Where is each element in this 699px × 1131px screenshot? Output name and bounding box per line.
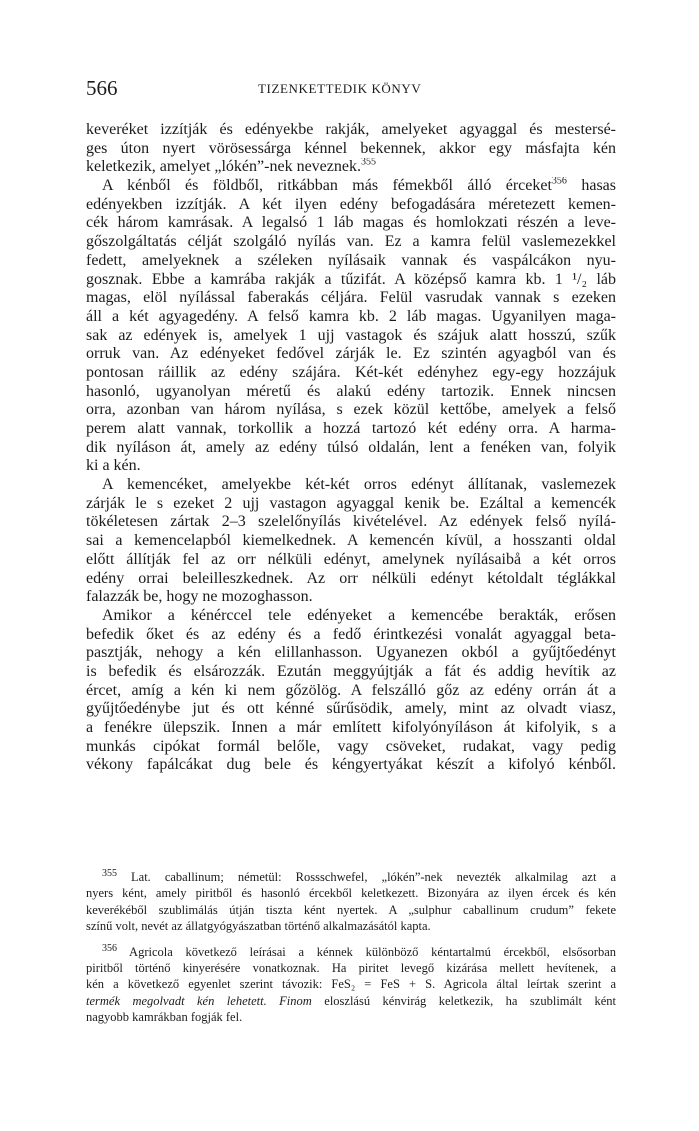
text-line: keveréket izzítják és edényekbe rakják, amelyeket agyaggal és mestersé- <box>86 121 616 138</box>
text-line: edényekben izzítják. A két ilyen edény befogadására méretezett kemen- <box>86 195 616 213</box>
footnote-356-line <box>86 944 616 960</box>
footnote-ref: 356 <box>551 177 567 187</box>
footnote-number: 356 <box>102 943 117 954</box>
paragraph-start-line: Amikor a kénérccel tele edényeket a kemencébe berakták, erősen <box>102 606 616 624</box>
text-line: is befedik és elsározzák. Ezután meggyújtják a fát és addig hevítik az <box>86 662 616 680</box>
text-line: fedett, amelyeknek a széleken nyílásaik vannak és vaspálcákon nyu- <box>86 251 616 269</box>
footnote-line: kén a következő egyenlet szerint távozik: FeS₂ = FeS + S. Agricola által leírtak szerint a <box>86 977 616 992</box>
text-line: a fenékre ülepszik. Innen a már említett kifolyónyíláson át kifolyik, s a <box>86 719 616 736</box>
text-line: gosznak. Ebbe a kamrába rakják a tűzifát. A középső kamra kb. 1 ¹/₂ láb <box>86 270 616 288</box>
footnote-line: piritből történő kinyerésére vonatkoznak. Ha piritet levegő kizárása mellett hevítenek, a <box>86 960 616 975</box>
text-line: orruk van. Az edényeket fedővel zárják le. Ez szintén agyagból van és <box>86 345 616 363</box>
paragraph-start-line: A kemencéket, amelyekbe két-két orros edényt állítanak, vaslemezek <box>102 476 616 494</box>
text-line: pasztják, nehogy a kén elillanhasson. Ugyanezen okból a gyűjtőedényt <box>86 644 616 662</box>
text-line: vékony fapálcákat dug bele és kéngyertyákat készít a kifolyó kénből. <box>86 756 616 774</box>
text-line: ki a kén. <box>86 457 141 475</box>
text-line: ércet, amíg a kén ki nem gőzölög. A felszálló gőz az edény orrán át a <box>86 681 616 699</box>
footnote-line: nyers ként, amely piritből és hasonló ércekből keletkezett. Bizonyára az ilyen ércek és kén <box>86 886 616 901</box>
text-line <box>86 158 616 177</box>
text-line: ges úton nyert vörösessárga kénnel bekennek, akkor egy másfajta kén <box>86 139 616 157</box>
footnote-line: keverékéből szublimálás útján tiszta ként nyertek. A „sulphur caballinum crudum” fekete <box>86 902 616 917</box>
text-line: sai a kemencelapból kiemelkednek. A kemencén kívül, a hosszanti oldal <box>86 532 616 550</box>
text-line: hasonló, ugyanolyan méretű és alakú edény tartozik. Ennek nincsen <box>86 382 616 400</box>
footnote-line: színű volt, nevét az állatgyógyászatban történő alkalmazásától kapta. <box>86 919 431 934</box>
text-line: munkás cipókat formál belőle, vagy csöveket, rudakat, vagy pedig <box>86 737 616 755</box>
text-fragment: hasas <box>566 177 616 195</box>
text-line: áll a két agyagedény. A felső kamra kb. 2 láb magas. Ugyanilyen maga- <box>86 307 616 325</box>
text-line: tökéletesen zártak 2–3 szelelőnyílás kivételével. Az edények felső nyílá- <box>86 513 616 531</box>
italic-text: termék megolvadt kén lehetett. <box>86 993 267 1008</box>
main-text <box>86 121 616 775</box>
footnote-line <box>86 993 616 1009</box>
text-line: falazzák be, hogy ne mozoghasson. <box>86 588 313 606</box>
text-fragment: keletkezik, amelyet „lókén”-nek neveznek. <box>86 158 361 176</box>
italic-text: Finom <box>266 993 312 1008</box>
page-header <box>86 74 616 102</box>
footnote-spacer <box>86 935 616 944</box>
text-fragment: Lat. caballinum; németül: Rossschwefel, „lókén”-nek nevezték alkalmilag azt a <box>117 870 616 884</box>
text-line: dik nyíláson át, amely az edény túlsó oldalán, lent a fenéken van, folyik <box>86 438 616 456</box>
footnote-line: nagyobb kamrákban fogják fel. <box>86 1010 243 1025</box>
text-line: előtt állítják fel az orr nélküli edényt, amelynek nyílásaibå a két orros <box>86 550 616 568</box>
text-line: gyűjtőedénybe jut és ott kénné sűrűsödik, amely, mint az olvadt viasz, <box>86 700 616 718</box>
paragraph-start-line <box>86 177 616 196</box>
text-line: orra, azonban van három nyílása, s ezek közül kettőbe, amelyek a felső <box>86 401 616 419</box>
text-fragment: eloszlású kénvirág keletkezik, ha szublimált ként <box>311 993 616 1008</box>
footnote-355-line <box>86 869 616 885</box>
running-head: TIZENKETTEDIK KÖNYV <box>258 81 422 96</box>
text-line: magas, elöl nyílással faberakás céljára. Felül vasrudak vannak s ezeken <box>86 289 616 307</box>
text-line: pontosan ráillik az edény szájára. Két-két edényhez egy-egy hozzájuk <box>86 363 616 381</box>
text-line: edény orrai beleilleszkednek. Az orr nélküli edényt kétoldalt téglákkal <box>86 569 616 587</box>
text-fragment: Agricola következő leírásai a kénnek különböző kéntartalmú ércekből, elsősorban <box>117 944 616 959</box>
text-line: zárják le s ezeket 2 ujj vastagon agyaggal kenik be. Ezáltal a kemencék <box>86 494 616 512</box>
text-line: befedik őket és az edény és a fedő érintkezési vonalát agyaggal beta- <box>86 625 616 643</box>
footnotes <box>86 869 616 1026</box>
text-fragment: A kénből és földből, ritkábban más fémekből álló érceket <box>102 177 552 195</box>
text-line: cék három kamrásak. A legalsó 1 láb magas és homlokzati részén a leve- <box>86 214 616 232</box>
page-number: 566 <box>86 76 118 100</box>
text-line: sak az edények is, amelyek 1 ujj vastagok és szájuk alatt hosszú, szűk <box>86 326 616 344</box>
text-line: gőszolgáltatás célját szolgáló nyílás van. Ez a kamra felül vaslemezekkel <box>86 233 616 251</box>
text-line: perem alatt vannak, torkollik a hozzá tartozó két edény orra. A harma- <box>86 420 616 437</box>
footnote-ref: 355 <box>360 158 376 169</box>
footnote-number: 355 <box>102 869 117 879</box>
